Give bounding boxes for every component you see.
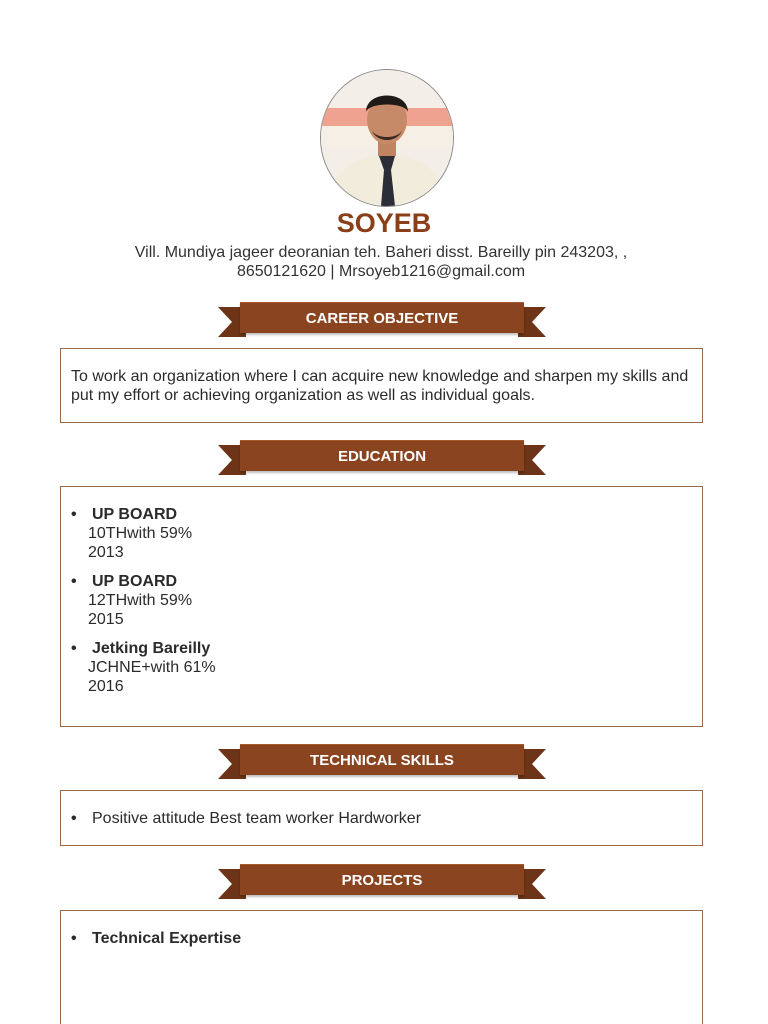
skill-text: Positive attitude Best team worker Hardworker <box>92 810 422 827</box>
education-item <box>61 639 702 696</box>
section-title-projects: PROJECTS <box>240 864 524 895</box>
section-ribbon-career <box>218 302 546 338</box>
education-institution: Jetking Bareilly <box>92 640 211 657</box>
education-year: 2016 <box>88 678 124 695</box>
profile-photo-illustration <box>321 70 453 206</box>
project-title: Technical Expertise <box>92 930 242 947</box>
skill-item <box>61 809 702 828</box>
section-ribbon-skills <box>218 744 546 780</box>
bullet: • <box>71 810 77 827</box>
bullet: • <box>71 640 77 657</box>
education-box <box>60 486 703 727</box>
career-objective-text: To work an organization where I can acquire new knowledge and sharpen my skills and put my effort or achieving organization as well as individual goals. <box>71 368 689 404</box>
section-title-career: CAREER OBJECTIVE <box>240 302 524 333</box>
education-item <box>61 505 702 562</box>
career-objective-box <box>60 348 703 423</box>
address-line: Vill. Mundiya jageer deoranian teh. Baheri disst. Bareilly pin 243203, , <box>134 244 628 261</box>
skills-list <box>61 791 702 828</box>
skills-box <box>60 790 703 846</box>
education-institution: UP BOARD <box>92 506 178 523</box>
section-title-education: EDUCATION <box>240 440 524 471</box>
education-institution: UP BOARD <box>92 573 178 590</box>
education-detail: JCHNE+with 61% <box>88 659 216 676</box>
section-title-skills: TECHNICAL SKILLS <box>240 744 524 775</box>
education-list <box>61 487 702 696</box>
education-detail: 10THwith 59% <box>88 525 193 542</box>
bullet: • <box>71 930 77 947</box>
education-year: 2015 <box>88 611 124 628</box>
project-item <box>61 929 702 948</box>
bullet: • <box>71 506 77 523</box>
section-ribbon-projects <box>218 864 546 900</box>
contact-line: 8650121620 | Mrsoyeb1216@gmail.com <box>236 263 526 280</box>
section-ribbon-education <box>218 440 546 476</box>
education-detail: 12THwith 59% <box>88 592 193 609</box>
education-year: 2013 <box>88 544 124 561</box>
projects-box <box>60 910 703 1024</box>
candidate-name: SOYEB <box>336 208 432 238</box>
bullet: • <box>71 573 77 590</box>
projects-list <box>61 911 702 948</box>
profile-photo <box>320 69 454 207</box>
education-item <box>61 572 702 629</box>
